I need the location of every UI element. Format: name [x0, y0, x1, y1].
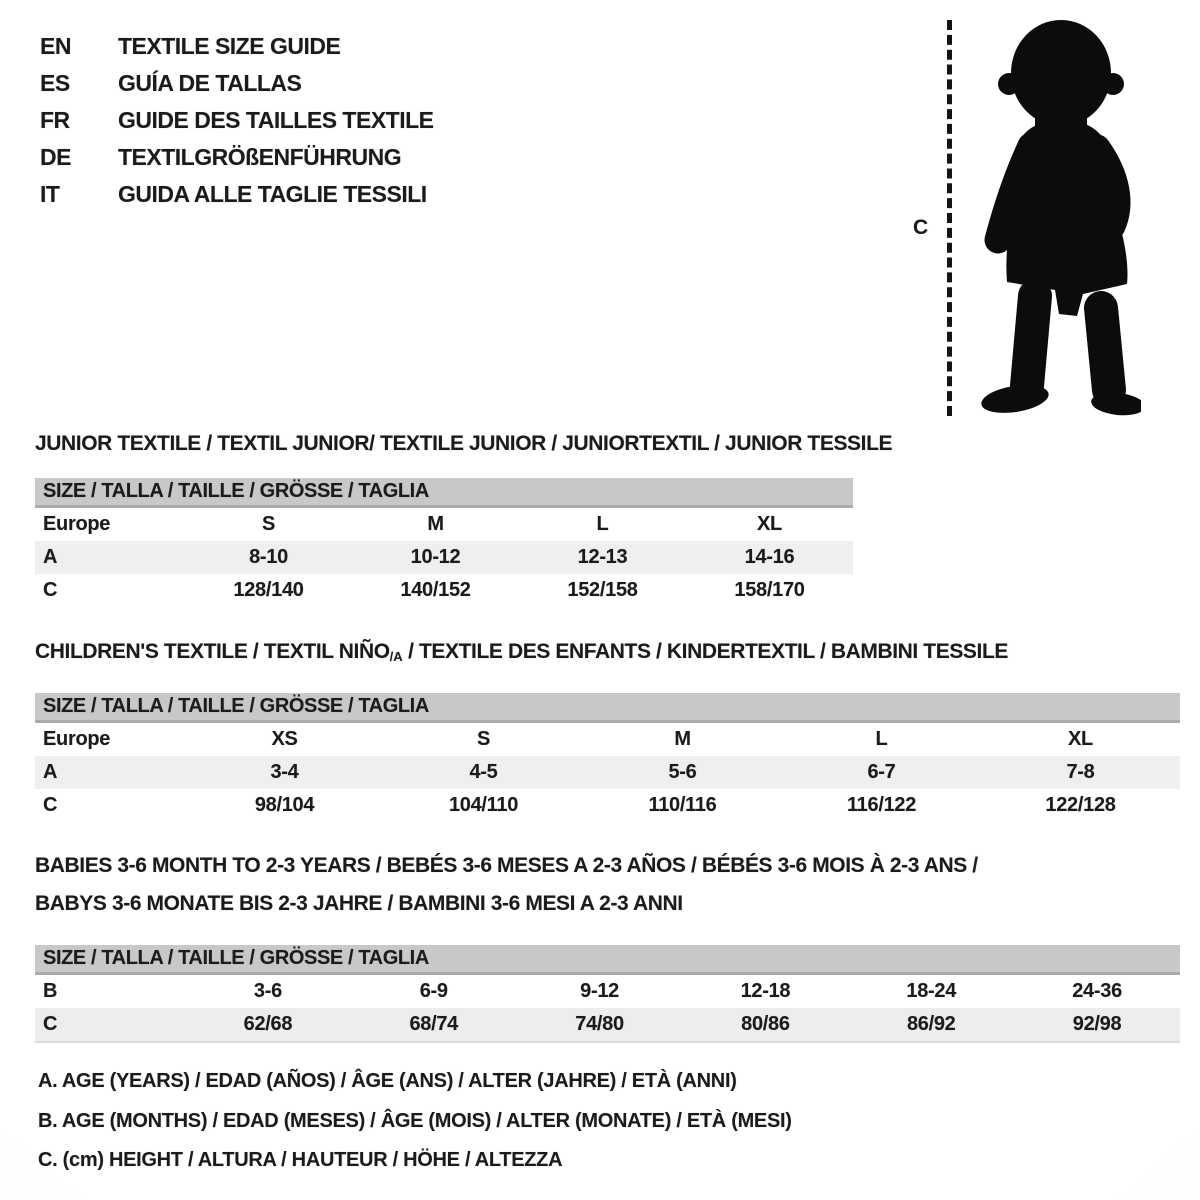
- age-value: 14-16: [744, 546, 795, 568]
- height-value: 80/86: [741, 1013, 790, 1035]
- height-value: 128/140: [233, 579, 304, 601]
- guide-title-it: GUIDA ALLE TAGLIE TESSILI: [118, 181, 427, 207]
- measure-legend: [38, 1062, 792, 1181]
- height-value: 140/152: [400, 579, 471, 601]
- months-value: 18-24: [906, 980, 957, 1002]
- language-row-fr: [40, 102, 434, 139]
- height-value: 104/110: [448, 794, 519, 816]
- height-value: 116/122: [846, 794, 917, 816]
- language-code: DE: [40, 144, 71, 170]
- title-text: CHILDREN'S TEXTILE / TEXTIL NIÑO: [35, 640, 390, 663]
- months-value: 24-36: [1072, 980, 1122, 1002]
- size-value: M: [427, 513, 444, 535]
- language-title-block: [40, 28, 434, 213]
- language-code: IT: [40, 181, 60, 207]
- babies-table-title: [35, 847, 1180, 923]
- table-row: [35, 723, 1180, 756]
- row-label: C: [43, 794, 58, 816]
- height-measure-figure: [905, 16, 1165, 420]
- months-value: 12-18: [740, 980, 791, 1002]
- title-subscript: /A: [389, 649, 403, 664]
- junior-size-header: SIZE / TALLA / TAILLE / GRÖSSE / TAGLIA: [35, 478, 853, 508]
- height-value: 110/116: [648, 794, 717, 816]
- guide-title-de: TEXTILGRÖßENFÜHRUNG: [118, 144, 402, 170]
- table-row: [35, 756, 1180, 789]
- height-measure-label: C: [913, 216, 929, 239]
- size-value: L: [596, 513, 609, 535]
- height-value: 122/128: [1045, 794, 1116, 816]
- height-value: 152/158: [567, 579, 638, 601]
- months-value: 3-6: [253, 980, 282, 1002]
- months-value: 9-12: [580, 980, 619, 1002]
- toddler-silhouette-icon: [971, 18, 1141, 418]
- legend-line-b: B. AGE (MONTHS) / EDAD (MESES) / ÂGE (MOIS) / ALTER (MONATE) / ETÀ (MESI): [38, 1109, 792, 1132]
- size-value: XS: [271, 728, 298, 750]
- height-measure-dashed-line: [947, 20, 952, 416]
- title-line-2: BABYS 3-6 MONATE BIS 2-3 JAHRE / BAMBINI 3-6 MESI A 2-3 ANNI: [35, 892, 683, 915]
- language-row-de: [40, 139, 434, 176]
- row-label: A: [43, 761, 58, 783]
- childrens-size-header: SIZE / TALLA / TAILLE / GRÖSSE / TAGLIA: [35, 693, 1180, 723]
- height-value: 158/170: [734, 579, 805, 601]
- height-value: 86/92: [906, 1013, 956, 1035]
- height-value: 68/74: [409, 1013, 459, 1035]
- height-value: 62/68: [243, 1013, 293, 1035]
- age-value: 7-8: [1066, 761, 1095, 783]
- age-value: 4-5: [469, 761, 498, 783]
- row-label: C: [43, 1013, 58, 1035]
- babies-textile-section: [35, 847, 1180, 1043]
- language-row-es: [40, 65, 434, 102]
- childrens-textile-section: [35, 640, 1180, 822]
- age-value: 8-10: [249, 546, 288, 568]
- size-value: L: [875, 728, 888, 750]
- title-text: / TEXTILE DES ENFANTS / KINDERTEXTIL / BAMBINI TESSILE: [402, 640, 1009, 663]
- age-value: 10-12: [410, 546, 461, 568]
- age-value: 5-6: [668, 761, 697, 783]
- language-code: FR: [40, 107, 70, 133]
- legend-line-a: A. AGE (YEARS) / EDAD (AÑOS) / ÂGE (ANS) / ALTER (JAHRE) / ETÀ (ANNI): [38, 1070, 737, 1092]
- babies-size-header: SIZE / TALLA / TAILLE / GRÖSSE / TAGLIA: [35, 945, 1180, 975]
- junior-textile-section: [35, 432, 893, 607]
- height-value: 92/98: [1072, 1013, 1122, 1035]
- age-value: 6-7: [867, 761, 896, 783]
- height-value: 98/104: [254, 794, 315, 816]
- guide-title-en: TEXTILE SIZE GUIDE: [118, 33, 341, 59]
- table-row: [35, 541, 853, 574]
- title-line-1: BABIES 3-6 MONTH TO 2-3 YEARS / BEBÉS 3-6 MESES A 2-3 AÑOS / BÉBÉS 3-6 MOIS À 2-3 ANS /: [35, 854, 978, 877]
- language-row-it: [40, 176, 434, 213]
- age-value: 12-13: [577, 546, 628, 568]
- junior-table-title: JUNIOR TEXTILE / TEXTIL JUNIOR/ TEXTILE JUNIOR / JUNIORTEXTIL / JUNIOR TESSILE: [35, 432, 893, 455]
- height-value: 74/80: [575, 1013, 624, 1035]
- age-value: 3-4: [270, 761, 299, 783]
- guide-title-fr: GUIDE DES TAILLES TEXTILE: [118, 107, 434, 133]
- legend-line-c: C. (cm) HEIGHT / ALTURA / HAUTEUR / HÖHE / ALTEZZA: [38, 1149, 563, 1171]
- table-row: [35, 789, 1180, 822]
- size-value: M: [674, 728, 691, 750]
- table-row: [35, 574, 853, 607]
- row-label: A: [43, 546, 58, 568]
- row-label: Europe: [43, 513, 111, 535]
- table-row: [35, 975, 1180, 1008]
- childrens-table-title: [35, 640, 1180, 669]
- row-label: B: [43, 980, 58, 1002]
- guide-title-es: GUÍA DE TALLAS: [118, 70, 302, 96]
- size-value: XL: [757, 513, 782, 535]
- row-label: Europe: [43, 728, 111, 750]
- table-row: [35, 508, 853, 541]
- language-code: ES: [40, 70, 70, 96]
- months-value: 6-9: [419, 980, 448, 1002]
- size-value: S: [476, 728, 491, 750]
- language-code: EN: [40, 33, 71, 59]
- size-value: S: [261, 513, 276, 535]
- table-row: [35, 1008, 1180, 1043]
- row-label: C: [43, 579, 58, 601]
- language-row-en: [40, 28, 434, 65]
- size-value: XL: [1068, 728, 1093, 750]
